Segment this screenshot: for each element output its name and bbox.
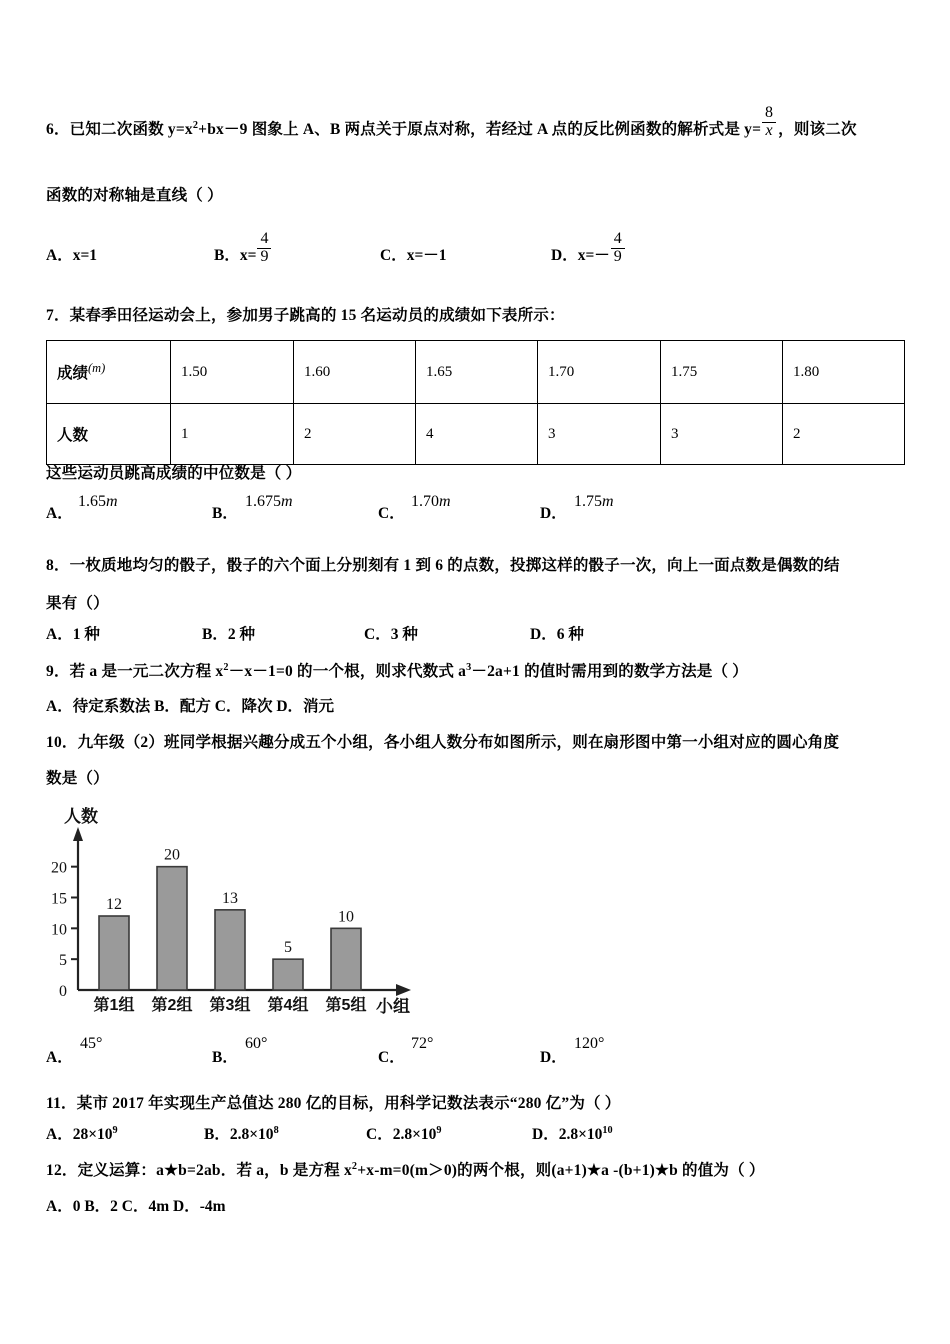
question-6-stem-line-1 <box>46 104 857 139</box>
q7-option-d-value: 1.75m <box>574 493 614 510</box>
q6-option-b-label: B． <box>214 247 240 264</box>
q11-option-b[interactable] <box>204 1124 279 1143</box>
chart-category-labels <box>94 995 367 1014</box>
q6-option-a-text: x=1 <box>72 247 98 264</box>
q8-option-c[interactable]: C．3 种 <box>364 626 418 643</box>
question-9-stem <box>46 661 748 680</box>
q11-option-a-label: A． <box>46 1126 73 1143</box>
q10-option-b-value: 60° <box>245 1035 268 1052</box>
q8-option-d[interactable]: D．6 种 <box>530 626 584 643</box>
q6-option-d-label: D． <box>551 247 578 264</box>
q11-option-a[interactable] <box>46 1124 118 1143</box>
chart-y-tick-label: 0 <box>59 983 67 1000</box>
q8-option-a[interactable]: A．1 种 <box>46 626 100 643</box>
question-8-stem-line-1: 8．一枚质地均匀的骰子，骰子的六个面上分别刻有 1 到 6 的点数，投掷这样的骰子一次，向上一面点数是偶数的结 <box>46 557 840 574</box>
q12-star-operator-3: ★ <box>655 1162 670 1179</box>
chart-bar-value-label: 5 <box>284 939 292 957</box>
q6-option-b-denominator: 9 <box>260 248 269 265</box>
chart-y-ticks <box>51 860 78 1000</box>
q7-option-b-value: 1.675m <box>245 493 293 510</box>
q6-option-d-numerator: 4 <box>613 230 622 247</box>
q10-option-c-label[interactable]: C． <box>378 1049 405 1066</box>
q8-option-b[interactable]: B．2 种 <box>202 626 255 643</box>
q6-option-a-label: A． <box>46 247 73 264</box>
question-10-stem-line-2: 数是（） <box>46 770 109 787</box>
q7-option-a-label[interactable]: A． <box>46 505 73 522</box>
q6-fraction-numerator: 8 <box>765 104 774 121</box>
q6-stem-part-a: 6．已知二次函数 y=x <box>46 121 193 138</box>
q7-count-cell: 1 <box>171 404 294 465</box>
q6-exponent: 2 <box>192 119 199 131</box>
q9-stem-part-a: 9．若 a 是一元二次方程 x <box>46 663 224 680</box>
bar-chart-svg <box>46 800 446 1015</box>
q6-option-b-text: x= <box>239 247 257 264</box>
q7-option-c-value: 1.70m <box>411 493 451 510</box>
q7-count-cell: 3 <box>661 404 783 465</box>
chart-bar-value-label: 10 <box>338 908 354 926</box>
chart-category-label: 第5组 <box>325 997 367 1014</box>
chart-bar-value-label: 13 <box>222 889 238 907</box>
question-10-stem-line-1: 10．九年级（2）班同学根据兴趣分成五个小组，各小组人数分布如图所示，则在扇形图中第一小组对应的圆心角度 <box>46 734 840 751</box>
chart-bar <box>157 867 187 990</box>
chart-y-axis-label: 人数 <box>64 807 98 826</box>
chart-bar <box>331 928 361 990</box>
q6-stem-part-b: +bx－9 图象上 A、B 两点关于原点对称，若经过 A 点的反比例函数的解析式是 y= <box>198 121 762 138</box>
q7-score-cell: 1.50 <box>171 341 294 404</box>
q10-option-c-value: 72° <box>411 1035 434 1052</box>
chart-category-label: 第2组 <box>151 997 193 1014</box>
q7-option-b-label[interactable]: B． <box>212 505 238 522</box>
question-7-stem: 7．某春季田径运动会上，参加男子跳高的 15 名运动员的成绩如下表所示： <box>46 307 565 324</box>
chart-x-axis-label: 小组 <box>376 997 410 1015</box>
question-8-stem-line-2: 果有（） <box>46 595 109 612</box>
q11-option-c-label: C． <box>366 1126 393 1143</box>
q9-stem-part-c: －2a+1 的值时需用到的数学方法是（ ） <box>471 663 748 680</box>
q7-option-c-label[interactable]: C． <box>378 505 405 522</box>
q11-option-b-label: B． <box>204 1126 230 1143</box>
chart-category-label: 第4组 <box>267 997 309 1014</box>
q7-option-d-label[interactable]: D． <box>540 505 567 522</box>
chart-bar-value-label: 12 <box>106 896 122 913</box>
q12-stem-part-a: 12．定义运算：a <box>46 1162 165 1179</box>
table-row <box>47 404 905 465</box>
q10-option-d-label[interactable]: D． <box>540 1049 567 1066</box>
chart-bars <box>99 867 361 990</box>
q9-options-line[interactable]: A．待定系数法 B．配方 C．降次 D．消元 <box>46 698 335 715</box>
q6-stem-part-c: ，则该二次 <box>778 121 857 138</box>
q12-exponent: 2 <box>351 1160 358 1172</box>
chart-bar <box>215 910 245 990</box>
q6-option-b-numerator: 4 <box>260 230 269 247</box>
q11-option-b-base: 2.8×10 <box>229 1126 274 1143</box>
q6-fraction-denominator: x <box>765 122 773 139</box>
q12-star-operator-1: ★ <box>164 1162 179 1179</box>
q6-option-d-denominator: 9 <box>613 248 622 265</box>
chart-y-tick-label: 20 <box>51 859 67 877</box>
q7-score-cell: 1.75 <box>661 341 783 404</box>
q12-stem-part-d: a -(b+1) <box>601 1162 656 1179</box>
chart-y-tick-label: 10 <box>51 921 67 939</box>
chart-bar <box>99 916 129 990</box>
q7-table-header-score <box>47 341 171 404</box>
q12-star-operator-2: ★ <box>587 1162 602 1179</box>
q9-exponent-1: 2 <box>223 661 229 673</box>
q9-stem-part-b: －x－1=0 的一个根，则求代数式 a <box>228 663 467 680</box>
chart-y-axis-arrow <box>73 827 83 841</box>
chart-y-tick-label: 5 <box>59 952 67 970</box>
q6-option-c[interactable] <box>380 248 447 264</box>
chart-bar-value-label: 20 <box>164 846 180 864</box>
q6-option-c-text: x=－1 <box>406 247 447 264</box>
q7-score-cell: 1.70 <box>538 341 661 404</box>
q10-option-b-label[interactable]: B． <box>212 1049 238 1066</box>
q7-table-header-count: 人数 <box>47 404 171 465</box>
q11-option-c-base: 2.8×10 <box>392 1126 437 1143</box>
q11-option-d-base: 2.8×10 <box>558 1126 603 1143</box>
q7-count-cell: 2 <box>783 404 905 465</box>
q11-option-a-exponent: 9 <box>112 1124 118 1136</box>
question-7-sub-question: 这些运动员跳高成绩的中位数是（ ） <box>46 465 302 482</box>
table-row <box>47 341 905 404</box>
q7-score-unit: (m) <box>88 360 106 375</box>
q6-option-d-text: x=－ <box>577 247 610 264</box>
question-12-stem <box>46 1160 765 1179</box>
question-11-stem: 11．某市 2017 年实现生产总值达 280 亿的目标，用科学记数法表示“280 亿”为（ ） <box>46 1095 621 1112</box>
q11-option-c[interactable] <box>366 1124 442 1143</box>
q7-count-cell: 2 <box>294 404 416 465</box>
q7-count-cell: 4 <box>416 404 538 465</box>
q7-score-cell: 1.60 <box>294 341 416 404</box>
q6-option-c-label: C． <box>380 247 407 264</box>
q11-option-c-exponent: 9 <box>436 1124 442 1136</box>
q11-option-d[interactable] <box>532 1124 613 1143</box>
q7-count-cell: 3 <box>538 404 661 465</box>
q10-option-d-value: 120° <box>574 1035 605 1052</box>
q11-option-d-label: D． <box>532 1126 559 1143</box>
q6-option-d[interactable] <box>551 230 622 265</box>
chart-x-axis-arrow <box>396 984 411 996</box>
q11-option-a-base: 28×10 <box>72 1126 113 1143</box>
q9-exponent-2: 3 <box>466 661 472 673</box>
question-6-stem-line-2: 函数的对称轴是直线（ ） <box>46 187 223 204</box>
q11-option-b-exponent: 8 <box>273 1124 279 1136</box>
q12-stem-part-b: b=2ab．若 a，b 是方程 x <box>178 1162 352 1179</box>
q7-score-cell: 1.80 <box>783 341 905 404</box>
q6-option-b[interactable] <box>214 230 269 265</box>
chart-bar <box>273 959 303 990</box>
q7-option-a-value: 1.65m <box>78 493 118 510</box>
q7-score-cell: 1.65 <box>416 341 538 404</box>
q10-option-a-value: 45° <box>80 1035 103 1052</box>
q12-stem-part-e: b 的值为（ ） <box>669 1162 765 1179</box>
q7-results-table <box>46 340 905 465</box>
chart-category-label: 第3组 <box>209 997 251 1014</box>
q12-options-line[interactable]: A．0 B．2 C．4m D．-4m <box>46 1198 226 1215</box>
q7-score-label: 成绩 <box>57 365 89 382</box>
chart-category-label: 第1组 <box>93 997 135 1014</box>
q12-stem-part-c: +x-m=0(m＞0)的两个根，则(a+1) <box>357 1162 587 1179</box>
q11-option-d-exponent: 10 <box>602 1124 613 1136</box>
q10-option-a-label[interactable]: A． <box>46 1049 73 1066</box>
chart-y-tick-label: 15 <box>51 890 67 908</box>
q6-option-a[interactable] <box>46 248 97 264</box>
q10-bar-chart <box>46 800 446 1015</box>
